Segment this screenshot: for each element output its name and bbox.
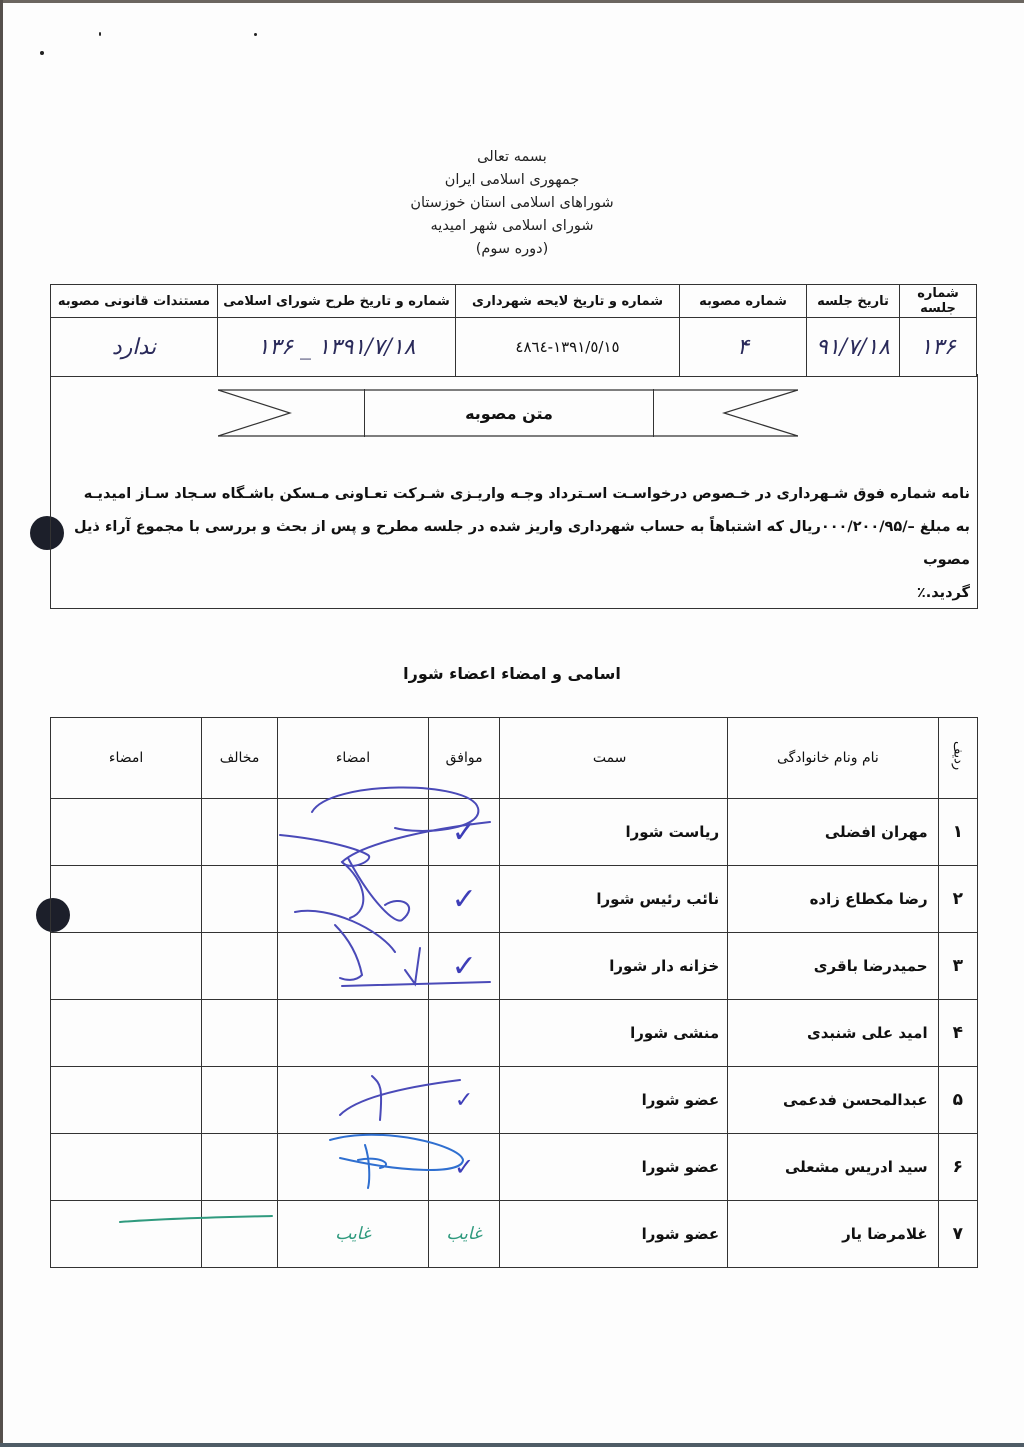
member-signature [277,799,428,866]
member-agree-mark [429,1000,500,1067]
resolution-text [74,478,970,610]
member-oppose [202,1201,278,1268]
member-role: عضو شورا [500,1134,728,1201]
members-header-name: نام ونام خانوادگی [728,718,938,799]
meta-value-resolution-number: ۴ [680,318,807,377]
member-oppose [202,1067,278,1134]
member-signature-absent: غایب [277,1201,428,1268]
meta-header-session-number: شماره جلسه [900,285,977,318]
table-row [51,1201,978,1268]
member-name: غلامرضا یار [728,1201,938,1268]
members-header-row [51,718,978,799]
members-header-role: سمت [500,718,728,799]
member-role: نائب رئیس شورا [500,866,728,933]
member-name: رضا مکطاع زاده [728,866,938,933]
table-row [51,1067,978,1134]
meta-header-session-date: تاریخ جلسه [807,285,900,318]
members-section-title: اسامی و امضاء اعضاء شورا [403,664,621,683]
meta-value-session-number: ۱۳۶ [900,318,977,377]
member-index: ۲ [938,866,977,933]
members-header-signature: امضاء [277,718,428,799]
member-index: ۵ [938,1067,977,1134]
table-row [51,799,978,866]
header-line-republic: جمهوری اسلامی ایران [444,172,580,188]
scan-edge-top [0,0,1024,3]
member-agree-mark: ✓ [429,1067,500,1134]
member-name: عبدالمحسن فدعمی [728,1067,938,1134]
member-index: ۳ [938,933,977,1000]
table-row [51,1134,978,1201]
meta-header-plan-number-date: شماره و تاریخ طرح شورای اسلامی [218,285,456,318]
meta-value-bill-number-date: ١٣٩١/٥/١٥-٤٨٦٤ [456,318,680,377]
meta-header-legal-documents: مستندات قانونی مصوبه [51,285,218,318]
header-line-province-councils: شوراهای اسلامی استان خوزستان [410,195,614,211]
member-index: ۶ [938,1134,977,1201]
member-signature2 [51,1000,202,1067]
member-name: سید ادریس مشعلی [728,1134,938,1201]
members-header-agree: موافق [429,718,500,799]
member-signature2 [51,866,202,933]
meta-header-bill-number-date: شماره و تاریخ لایحه شهرداری [456,285,680,318]
scan-speck [254,33,257,36]
member-signature2 [51,799,202,866]
members-header-oppose: مخالف [202,718,278,799]
member-signature [277,866,428,933]
scan-speck [40,51,44,55]
member-signature [277,1000,428,1067]
member-index: ۴ [938,1000,977,1067]
member-signature2 [51,1134,202,1201]
scan-speck [99,32,101,36]
member-agree-absent: غایب [429,1201,500,1268]
member-agree-mark: ✓ [429,933,500,1000]
member-role: خزانه دار شورا [500,933,728,1000]
member-signature [277,1134,428,1201]
table-row [51,933,978,1000]
header-line-city-council: شورای اسلامی شهر امیدیه [430,218,594,234]
member-agree-mark: ✓ [429,866,500,933]
member-index: ۷ [938,1201,977,1268]
member-signature2 [51,933,202,1000]
resolution-line-2: به مبلغ –/۰۰۰/۲۰۰/۹۵ریال که اشتباهاً به حساب شهرداری واریز شده در جلسه مطرح و پس از بحث و بررسی با مجموع آراء ذیل مصوب [74,519,970,568]
scan-edge-bottom [0,1443,1024,1447]
members-header-index-label: ردیف [950,741,966,771]
member-signature2 [51,1067,202,1134]
banner-left-notch [218,390,290,436]
members-header-index [938,718,977,799]
meta-value-plan-number-date: ۱۳۹۱/۷/۱۸ _ ۱۳۶ [218,318,456,377]
table-row [51,866,978,933]
member-signature [277,1067,428,1134]
member-oppose [202,866,278,933]
member-role: ریاست شورا [500,799,728,866]
member-name: امید علی شنبدی [728,1000,938,1067]
table-row [51,1000,978,1067]
member-agree-mark: ✓ [429,1134,500,1201]
member-oppose [202,1000,278,1067]
member-signature2 [51,1201,202,1268]
member-signature [277,933,428,1000]
member-name: حمیدرضا باقری [728,933,938,1000]
resolution-line-3: گردید.٪ [916,585,970,601]
meta-value-legal-documents: ندارد [51,318,218,377]
meta-header-resolution-number: شماره مصوبه [680,285,807,318]
document-header [0,146,1024,261]
member-name: مهران افضلی [728,799,938,866]
member-role: عضو شورا [500,1067,728,1134]
resolution-line-1: نامه شماره فوق شـهرداری در خـصوص درخواسـت اسـترداد وجـه واریـزی شـرکت تعـاونی مـسکن باشـگاه سـجاد سـاز امیدیـه [83,486,970,502]
header-line-term: (دوره سوم) [475,241,549,257]
member-role: منشی شورا [500,1000,728,1067]
member-oppose [202,933,278,1000]
meta-table [50,284,977,377]
member-agree-mark: ✓ [429,799,500,866]
header-line-bismillah: بسمه تعالی [477,149,547,165]
meta-header-row [51,285,977,318]
member-oppose [202,1134,278,1201]
member-role: عضو شورا [500,1201,728,1268]
member-index: ۱ [938,799,977,866]
meta-value-session-date: ۹۱/۷/۱۸ [807,318,900,377]
members-header-signature2: امضاء [51,718,202,799]
member-oppose [202,799,278,866]
meta-value-row [51,318,977,377]
banner-right-notch [724,390,798,436]
members-table [50,717,978,1268]
resolution-title: متن مصوبه [364,389,654,437]
